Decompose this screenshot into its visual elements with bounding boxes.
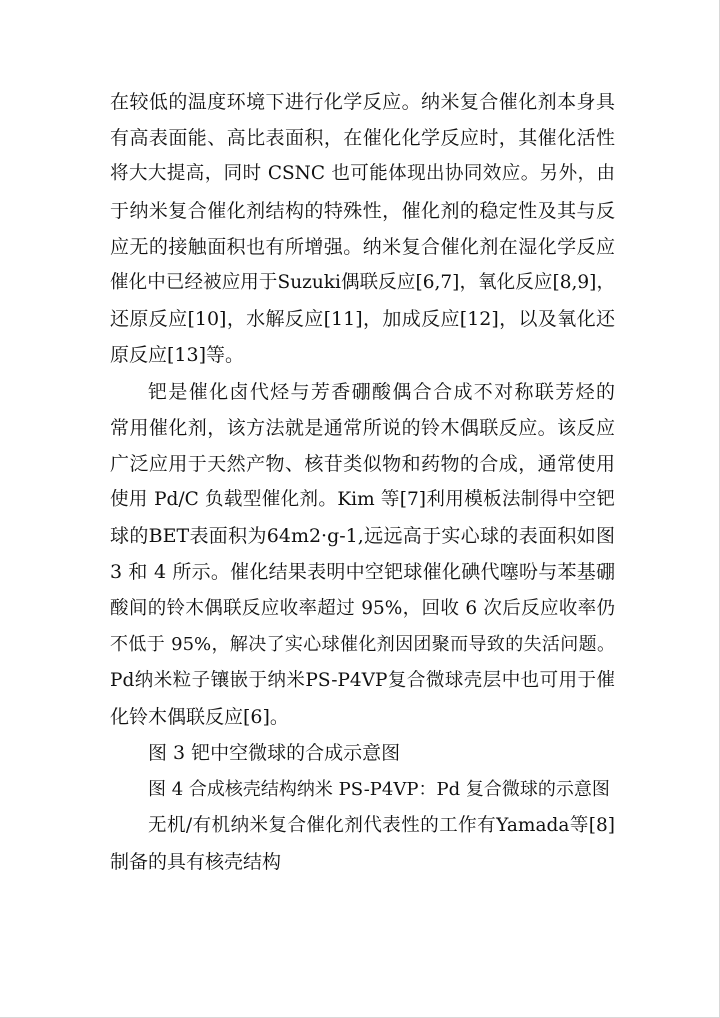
figure-caption: 图 3 钯中空微球的合成示意图 [148,742,401,765]
text-line: 催化中已经被应用于Suzuki偶联反应[6,7]，氧化反应[8,9]， [110,271,615,293]
text-line: 应无的接触面积也有所增强。纳米复合催化剂在湿化学反应 [110,235,615,258]
text-line: 原反应[13]等。 [110,344,245,367]
text-line: 无机/有机纳米复合催化剂代表性的工作有Yamada等[8] [148,814,615,836]
text-line: 还原反应[10]，水解反应[11]，加成反应[12]，以及氧化还 [110,308,615,331]
text-line: 钯是催化卤代烃与芳香硼酸偶合合成不对称联芳烃的 [148,380,615,403]
text-line: 广泛应用于天然产物、核苷类似物和药物的合成，通常使用 [110,452,615,475]
text-line: 化铃木偶联反应[6]。 [110,706,289,729]
text-line: 使用 Pd/C 负载型催化剂。Kim 等[7]利用模板法制得中空钯 [110,489,615,511]
text-line: 酸间的铃木偶联反应收率超过 95%，回收 6 次后反应收率仍 [110,597,615,619]
text-line: 常用催化剂，该方法就是通常所说的铃木偶联反应。该反应 [110,416,615,439]
figure-caption: 图 4 合成核壳结构纳米 PS-P4VP：Pd 复合微球的示意图 [148,778,610,800]
text-line: 制备的具有核壳结构 [110,850,282,873]
text-line: Pd纳米粒子镶嵌于纳米PS-P4VP复合微球壳层中也可用于催 [110,670,615,691]
text-line: 球的BET表面积为64m2·g-1,远远高于实心球的表面积如图 [110,525,615,548]
text-line: 将大大提高，同时 CSNC 也可能体现出协同效应。另外，由 [110,163,615,185]
body-text [110,84,615,880]
text-line: 3 和 4 所示。催化结果表明中空钯球催化碘代噻吩与苯基硼 [110,561,615,584]
text-line: 有高表面能、高比表面积，在催化化学反应时，其催化活性 [110,127,615,150]
text-line: 于纳米复合催化剂结构的特殊性，催化剂的稳定性及其与反 [110,199,615,222]
text-line: 在较低的温度环境下进行化学反应。纳米复合催化剂本身具 [110,91,615,113]
text-line: 不低于 95%，解决了实心球催化剂因团聚而导致的失活问题。 [110,633,615,655]
